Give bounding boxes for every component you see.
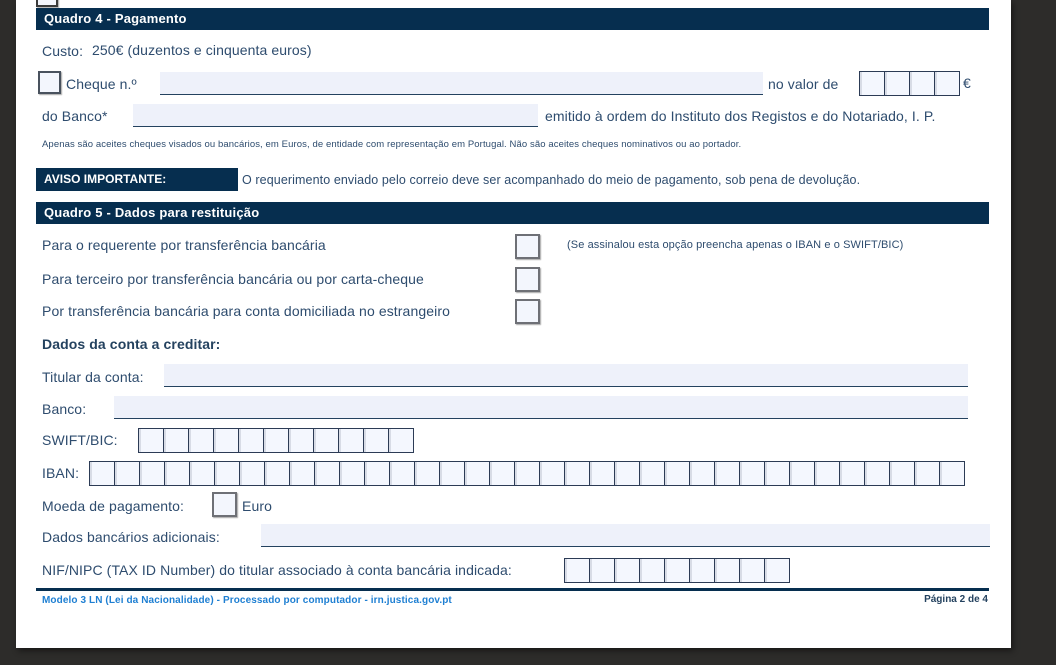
cheque-number-input[interactable]	[160, 72, 763, 95]
partial-checkbox-top[interactable]	[36, 0, 58, 7]
form-page	[16, 0, 1011, 648]
iban-label: IBAN:	[42, 465, 80, 481]
char-cell[interactable]	[564, 558, 590, 583]
char-cell[interactable]	[589, 461, 615, 486]
char-cell[interactable]	[714, 558, 740, 583]
quadro4-header	[36, 8, 989, 30]
char-cell[interactable]	[189, 461, 215, 486]
do-banco-input[interactable]	[133, 104, 538, 127]
swift-cells[interactable]	[138, 428, 414, 453]
do-banco-label: do Banco*	[42, 108, 108, 124]
char-cell[interactable]	[338, 428, 364, 453]
aviso-importante-box	[36, 168, 238, 191]
char-cell[interactable]	[689, 461, 715, 486]
char-cell[interactable]	[859, 71, 885, 96]
char-cell[interactable]	[639, 558, 665, 583]
char-cell[interactable]	[789, 461, 815, 486]
option-requerente-label: Para o requerente por transferência bancária	[42, 237, 326, 253]
cheque-label: Cheque n.º	[66, 76, 137, 92]
char-cell[interactable]	[689, 558, 715, 583]
aviso-label: AVISO IMPORTANTE:	[44, 172, 167, 186]
dados-conta-heading: Dados da conta a creditar:	[42, 336, 221, 352]
nif-cells[interactable]	[564, 558, 790, 583]
cheque-checkbox[interactable]	[38, 71, 61, 94]
aviso-text: O requerimento enviado pelo correio deve ser acompanhado do meio de pagamento, sob pena de devolução.	[242, 173, 861, 187]
char-cell[interactable]	[188, 428, 214, 453]
dados-adicionais-input[interactable]	[261, 524, 990, 547]
emitido-text: emitido à ordem do Instituto dos Registos e do Notariado, I. P.	[545, 108, 936, 124]
char-cell[interactable]	[614, 461, 640, 486]
char-cell[interactable]	[214, 461, 240, 486]
char-cell[interactable]	[239, 461, 265, 486]
char-cell[interactable]	[839, 461, 865, 486]
banco-label: Banco:	[42, 401, 87, 417]
dados-adicionais-label: Dados bancários adicionais:	[42, 529, 220, 545]
option-estrangeiro-checkbox[interactable]	[515, 299, 540, 324]
cheques-note: Apenas são aceites cheques visados ou bancários, em Euros, de entidade com representação em Portugal. Não são aceites cheques nominativos ou ao portador.	[42, 139, 742, 150]
char-cell[interactable]	[914, 461, 940, 486]
char-cell[interactable]	[764, 461, 790, 486]
char-cell[interactable]	[388, 428, 414, 453]
char-cell[interactable]	[288, 428, 314, 453]
option-requerente-checkbox[interactable]	[515, 234, 540, 259]
char-cell[interactable]	[314, 461, 340, 486]
titular-label: Titular da conta:	[42, 369, 144, 385]
char-cell[interactable]	[934, 71, 960, 96]
nif-label: NIF/NIPC (TAX ID Number) do titular associado à conta bancária indicada:	[42, 562, 512, 578]
banco-input[interactable]	[114, 396, 968, 419]
moeda-label: Moeda de pagamento:	[42, 498, 185, 514]
footer-rule	[36, 588, 989, 591]
swift-label: SWIFT/BIC:	[42, 432, 118, 448]
option-terceiro-label: Para terceiro por transferência bancária ou por carta-cheque	[42, 271, 424, 287]
char-cell[interactable]	[539, 461, 565, 486]
quadro5-title: Quadro 5 - Dados para restituição	[44, 205, 260, 220]
char-cell[interactable]	[739, 461, 765, 486]
char-cell[interactable]	[884, 71, 910, 96]
char-cell[interactable]	[889, 461, 915, 486]
valor-cells[interactable]	[859, 71, 960, 96]
char-cell[interactable]	[564, 461, 590, 486]
char-cell[interactable]	[263, 428, 289, 453]
moeda-checkbox[interactable]	[212, 492, 237, 517]
char-cell[interactable]	[289, 461, 315, 486]
char-cell[interactable]	[614, 558, 640, 583]
char-cell[interactable]	[664, 461, 690, 486]
quadro5-header	[36, 202, 989, 224]
char-cell[interactable]	[139, 461, 165, 486]
char-cell[interactable]	[163, 428, 189, 453]
char-cell[interactable]	[489, 461, 515, 486]
char-cell[interactable]	[464, 461, 490, 486]
footer-page-number: Página 2 de 4	[924, 594, 988, 605]
char-cell[interactable]	[764, 558, 790, 583]
option-estrangeiro-label: Por transferência bancária para conta domiciliada no estrangeiro	[42, 303, 450, 319]
char-cell[interactable]	[313, 428, 339, 453]
footer-model-text: Modelo 3 LN (Lei da Nacionalidade) - Processado por computador - irn.justica.gov.pt	[42, 595, 452, 606]
char-cell[interactable]	[814, 461, 840, 486]
char-cell[interactable]	[739, 558, 765, 583]
no-valor-de-label: no valor de	[768, 76, 839, 92]
char-cell[interactable]	[664, 558, 690, 583]
char-cell[interactable]	[238, 428, 264, 453]
char-cell[interactable]	[264, 461, 290, 486]
moeda-value: Euro	[242, 498, 272, 514]
char-cell[interactable]	[89, 461, 115, 486]
char-cell[interactable]	[639, 461, 665, 486]
quadro4-title: Quadro 4 - Pagamento	[44, 11, 187, 26]
char-cell[interactable]	[138, 428, 164, 453]
char-cell[interactable]	[439, 461, 465, 486]
euro-symbol: €	[963, 75, 971, 91]
char-cell[interactable]	[339, 461, 365, 486]
option-requerente-note: (Se assinalou esta opção preencha apenas o IBAN e o SWIFT/BIC)	[567, 239, 904, 251]
custo-label: Custo:	[42, 43, 84, 59]
char-cell[interactable]	[514, 461, 540, 486]
char-cell[interactable]	[714, 461, 740, 486]
char-cell[interactable]	[213, 428, 239, 453]
char-cell[interactable]	[909, 71, 935, 96]
char-cell[interactable]	[939, 461, 965, 486]
char-cell[interactable]	[364, 461, 390, 486]
char-cell[interactable]	[164, 461, 190, 486]
char-cell[interactable]	[589, 558, 615, 583]
option-terceiro-checkbox[interactable]	[515, 267, 540, 292]
custo-value: 250€ (duzentos e cinquenta euros)	[92, 42, 312, 58]
iban-cells[interactable]	[89, 461, 965, 486]
char-cell[interactable]	[864, 461, 890, 486]
char-cell[interactable]	[414, 461, 440, 486]
char-cell[interactable]	[389, 461, 415, 486]
char-cell[interactable]	[114, 461, 140, 486]
titular-input[interactable]	[164, 364, 968, 387]
char-cell[interactable]	[363, 428, 389, 453]
